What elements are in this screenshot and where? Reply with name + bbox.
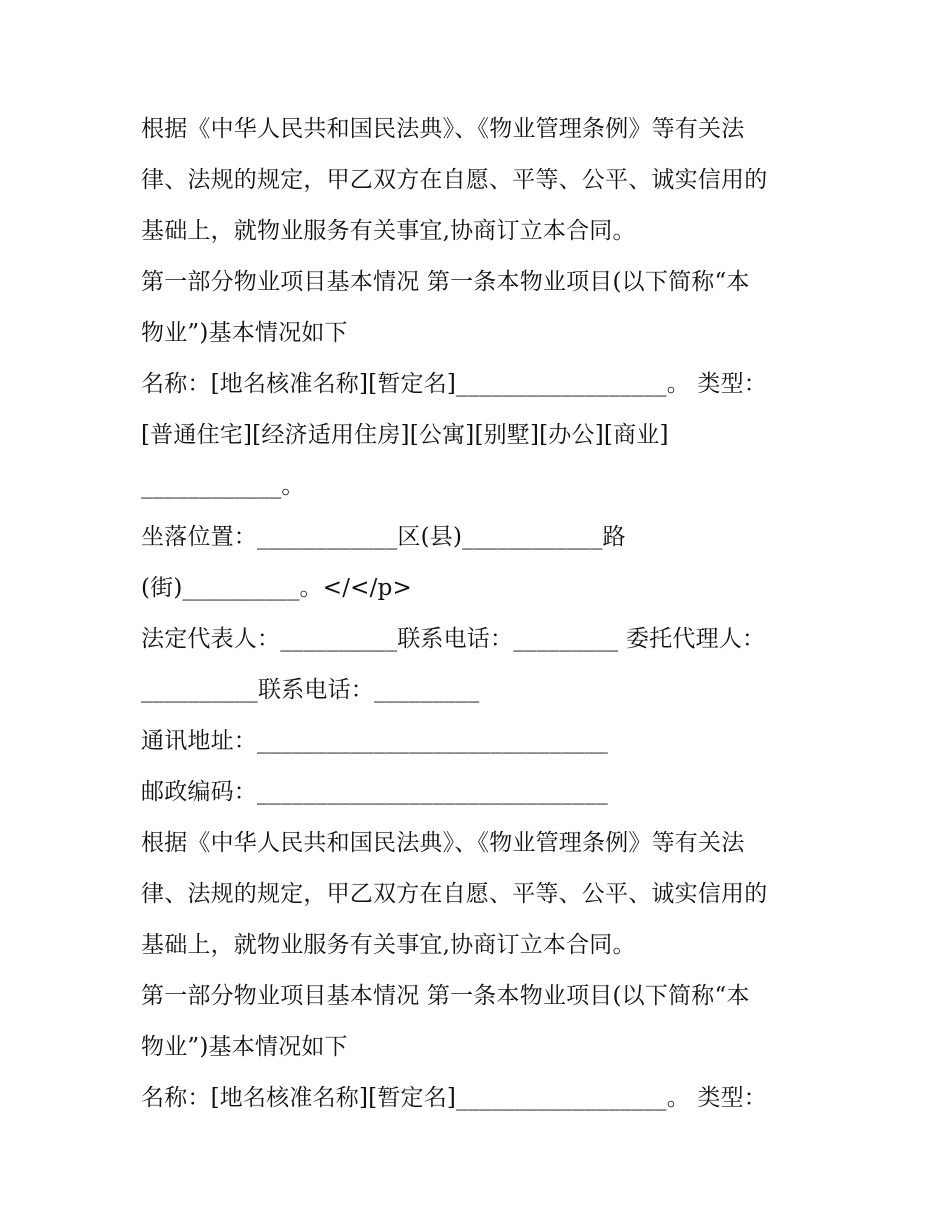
blank-field-line: ____________。 xyxy=(141,473,305,499)
document-body xyxy=(141,104,821,1124)
name-type-field-line: 名称：[地名核准名称][暂定名]__________________。 类型： xyxy=(141,1085,768,1111)
text-line: 基础上，就物业服务有关事宜,协商订立本合同。 xyxy=(141,218,636,244)
text-line: 根据《中华人民共和国民法典》、《物业管理条例》等有关法 xyxy=(141,830,745,856)
section-heading-line: 第一部分物业项目基本情况 第一条本物业项目(以下简称“本 xyxy=(141,983,750,1009)
location-field-line: 坐落位置：____________区(县)____________路 xyxy=(141,524,626,550)
address-field-line: 通讯地址：______________________________ xyxy=(141,728,608,754)
text-line: 基础上，就物业服务有关事宜,协商订立本合同。 xyxy=(141,932,636,958)
property-type-options-line: [普通住宅][经济适用住房][公寓][别墅][办公][商业] xyxy=(141,422,669,448)
postal-code-field-line: 邮政编码：______________________________ xyxy=(141,779,608,805)
text-line: 根据《中华人民共和国民法典》、《物业管理条例》等有关法 xyxy=(141,116,745,142)
street-field-line: (街)__________。</</p> xyxy=(141,575,412,601)
name-type-field-line: 名称：[地名核准名称][暂定名]__________________。 类型： xyxy=(141,371,768,397)
text-line: 律、法规的规定，甲乙双方在自愿、平等、公平、诚实信用的 xyxy=(141,881,768,907)
text-line: 律、法规的规定，甲乙双方在自愿、平等、公平、诚实信用的 xyxy=(141,167,768,193)
agent-phone-line: __________联系电话：_________ xyxy=(141,677,480,703)
text-line: 物业”)基本情况如下 xyxy=(141,320,348,346)
section-heading-line: 第一部分物业项目基本情况 第一条本物业项目(以下简称“本 xyxy=(141,269,750,295)
text-line: 物业”)基本情况如下 xyxy=(141,1034,348,1060)
legal-representative-line: 法定代表人：__________联系电话：_________ 委托代理人： xyxy=(141,626,766,652)
